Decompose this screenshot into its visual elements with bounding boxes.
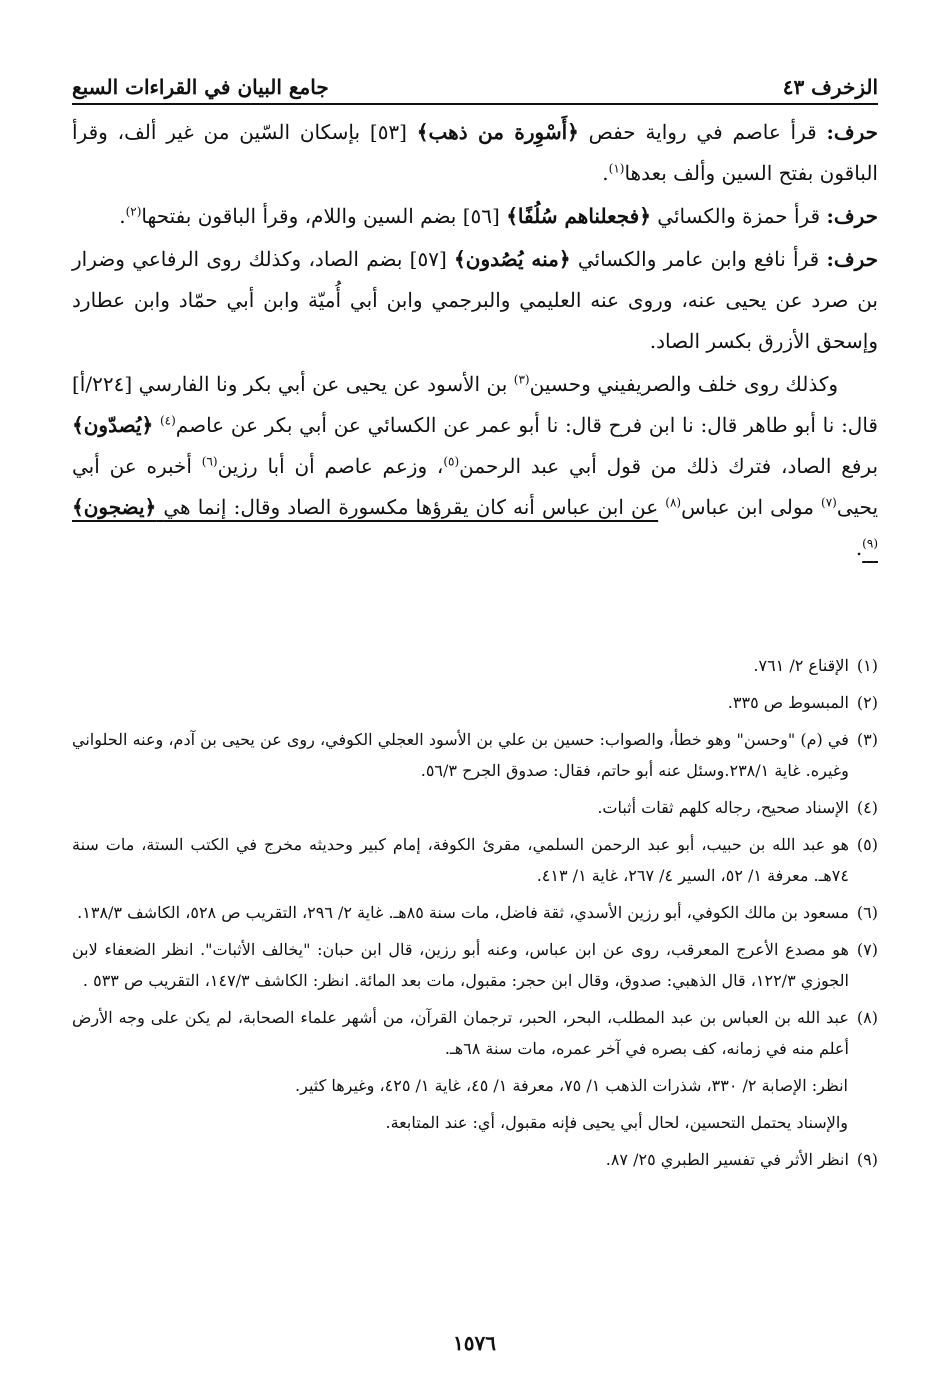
footnote-number: (٩) — [856, 1150, 878, 1169]
text-span: بن الأسود عن يحيى عن أبي بكر ونا الفارسي [٢٢٤/أ] قال: نا أبو طاهر قال: نا ابن فرح قال: نا أبو عمر عن الكسائي عن أبي بكر عن عاصم — [72, 372, 878, 437]
footnote-text: المبسوط ص ٣٣٥. — [727, 693, 849, 712]
text-span: وكذلك روى خلف والصريفيني وحسين — [529, 372, 838, 396]
running-header — [72, 55, 878, 99]
footnote-text: عبد الله بن العباس بن عبد المطلب، البحر، الحبر، ترجمان القرآن، من أشهر علماء الصحابة، لم يكن على وجه الأرض أعلم منه في زمانه، كف بصره في آخر عمره، مات سنة ٦٨هـ. — [72, 1008, 849, 1058]
footnote-ref: (٢) — [125, 204, 142, 219]
footnote-number: (٨) — [856, 1008, 878, 1027]
text-span: قرأ حمزة والكسائي — [657, 204, 821, 228]
footnote-6 — [72, 897, 878, 928]
text-span: قرأ عاصم في رواية حفص — [588, 120, 817, 144]
quran-verse: ﴿يضجون﴾ — [72, 495, 157, 519]
harf-label: حرف: — [826, 120, 879, 144]
footnote-8 — [72, 1002, 878, 1064]
text-span: مولى ابن عباس — [681, 495, 814, 519]
quran-verse: ﴿أَسْوِرة من ذهب﴾ — [416, 120, 579, 144]
footnote-ref: (١) — [608, 161, 625, 176]
footnote-number: (٦) — [856, 903, 878, 922]
quran-verse: ﴿منه يُصُدون﴾ — [454, 247, 571, 271]
footnote-ref: (٧) — [821, 495, 837, 510]
footnote-number: (٤) — [856, 798, 878, 817]
header-book-title: جامع البيان في القراءات السبع — [72, 75, 329, 99]
paragraph-4 — [72, 364, 878, 569]
text-span: [٥٣] بإسكان السّين من غير ألف، وقرأ الباقون بفتح السين وألف بعدها — [72, 120, 878, 185]
footnote-4 — [72, 792, 878, 823]
paragraph-2 — [72, 196, 878, 237]
footnote-text: الإسناد صحيح، رجاله كلهم ثقات أثبات. — [597, 798, 849, 817]
footnote-number: (٥) — [856, 835, 878, 854]
text-span: أخبره عن أبي يحيى — [72, 454, 879, 519]
footnote-text: مسعود بن مالك الكوفي، أبو رزين الأسدي، ثقة فاضل، مات سنة ٨٥هـ. غاية ٢/ ٢٩٦، التقريب ص ٥٢٨، الكاشف ١٣٨/٣. — [77, 903, 849, 922]
footnote-number: (٢) — [856, 693, 878, 712]
text-span: عن ابن عباس أنه كان يقرؤها مكسورة الصاد وقال: إنما هي — [163, 495, 659, 519]
harf-label: حرف: — [826, 204, 878, 228]
footnote-text: في (م) "وحسن" وهو خطأ، والصواب: حسين بن علي بن الأسود العجلي الكوفي، روى عن يحيى بن آدم، وعنه الحلواني وغيره. غاية ٢٣٨/١.وسئل عنه أبو حاتم، فقال: صدوق الجرح ٥٦/٣. — [72, 730, 849, 780]
footnote-8-continuation: والإسناد يحتمل التحسين، لحال أبي يحيى فإنه مقبول، أي: عند المتابعة. — [385, 1113, 848, 1132]
footnote-text: هو عبد الله بن حبيب، أبو عبد الرحمن السلمي، مقرئ الكوفة، إمام كبير وحديثه مخرج في الكتب الستة، مات سنة ٧٤هـ. معرفة ١/ ٥٢، السير ٤/ ٢٦٧، غاية ١/ ٤١٣. — [72, 835, 849, 885]
quran-verse: ﴿فجعلناهم سُلُفًا﴾ — [506, 204, 651, 228]
footnote-ref: (٤) — [159, 413, 176, 428]
footnote-9 — [72, 1144, 878, 1175]
header-rule — [72, 103, 878, 105]
footnote-text: انظر الأثر في تفسير الطبري ٢٥/ ٨٧. — [605, 1150, 849, 1169]
footnote-ref: (٦) — [201, 454, 218, 469]
main-text — [72, 112, 878, 571]
footnote-8-continuation: انظر: الإصابة ٢/ ٣٣٠، شذرات الذهب ١/ ٧٥، معرفة ١/ ٤٥، غاية ١/ ٤٢٥، وغيرها كثير. — [295, 1076, 848, 1095]
footnote-number: (١) — [856, 656, 878, 675]
header-surah: الزخرف ٤٣ — [782, 75, 878, 99]
footnote-ref: (٩) — [862, 536, 878, 551]
text-span: . — [602, 161, 609, 185]
text-span: برفع الصاد، فترك ذلك من قول أبي عبد الرحمن — [459, 454, 879, 478]
footnote-text: الإقناع ٢/ ٧٦١. — [753, 656, 849, 675]
footnotes — [72, 650, 878, 1181]
page-number: ١٥٧٦ — [453, 1331, 496, 1355]
footnote-ref: (٣) — [513, 372, 530, 387]
footnote-text: هو مصدع الأعرج المعرقب، روى عن ابن عباس، وعنه أبو رزين، قال ابن حبان: "يخالف الأثبات". انظر الضعفاء لابن الجوزي ١٢٢/٣، قال الذهبي: صدوق، وقال ابن حجر: مقبول، مات بعد المائة. انظر: الكاشف ١٤٧/٣، التقريب ص ٥٣٣ . — [72, 940, 849, 990]
harf-label: حرف: — [826, 247, 878, 271]
footnote-number: (٧) — [856, 940, 878, 959]
text-span: . — [855, 536, 863, 560]
paragraph-1 — [72, 112, 878, 194]
text-span: [٥٦] بضم السين واللام، وقرأ الباقون بفتحها — [141, 204, 500, 228]
footnote-3 — [72, 724, 878, 786]
text-span: ، وزعم عاصم أن أبا رزين — [217, 454, 444, 478]
footnote-2 — [72, 687, 878, 718]
text-span: [٥٧] بضم الصاد، وكذلك روى الرفاعي وضرار بن صرد عن يحيى عنه، وروى عنه العليمي والبرجمي وابن أبي أُميّة وابن أبي حمّاد وابن عطارد وإسحق الأزرق بكسر الصاد. — [72, 247, 878, 353]
text-span: قرأ نافع وابن عامر والكسائي — [577, 247, 820, 271]
footnote-number: (٣) — [856, 730, 878, 749]
footnote-5 — [72, 829, 878, 891]
quran-verse: ﴿يُصدّون﴾ — [72, 413, 154, 437]
text-span: . — [119, 204, 126, 228]
footnote-ref: (٥) — [443, 454, 460, 469]
footnote-1 — [72, 650, 878, 681]
paragraph-3 — [72, 239, 878, 362]
footnote-ref: (٨) — [665, 495, 682, 510]
footnote-7 — [72, 934, 878, 996]
